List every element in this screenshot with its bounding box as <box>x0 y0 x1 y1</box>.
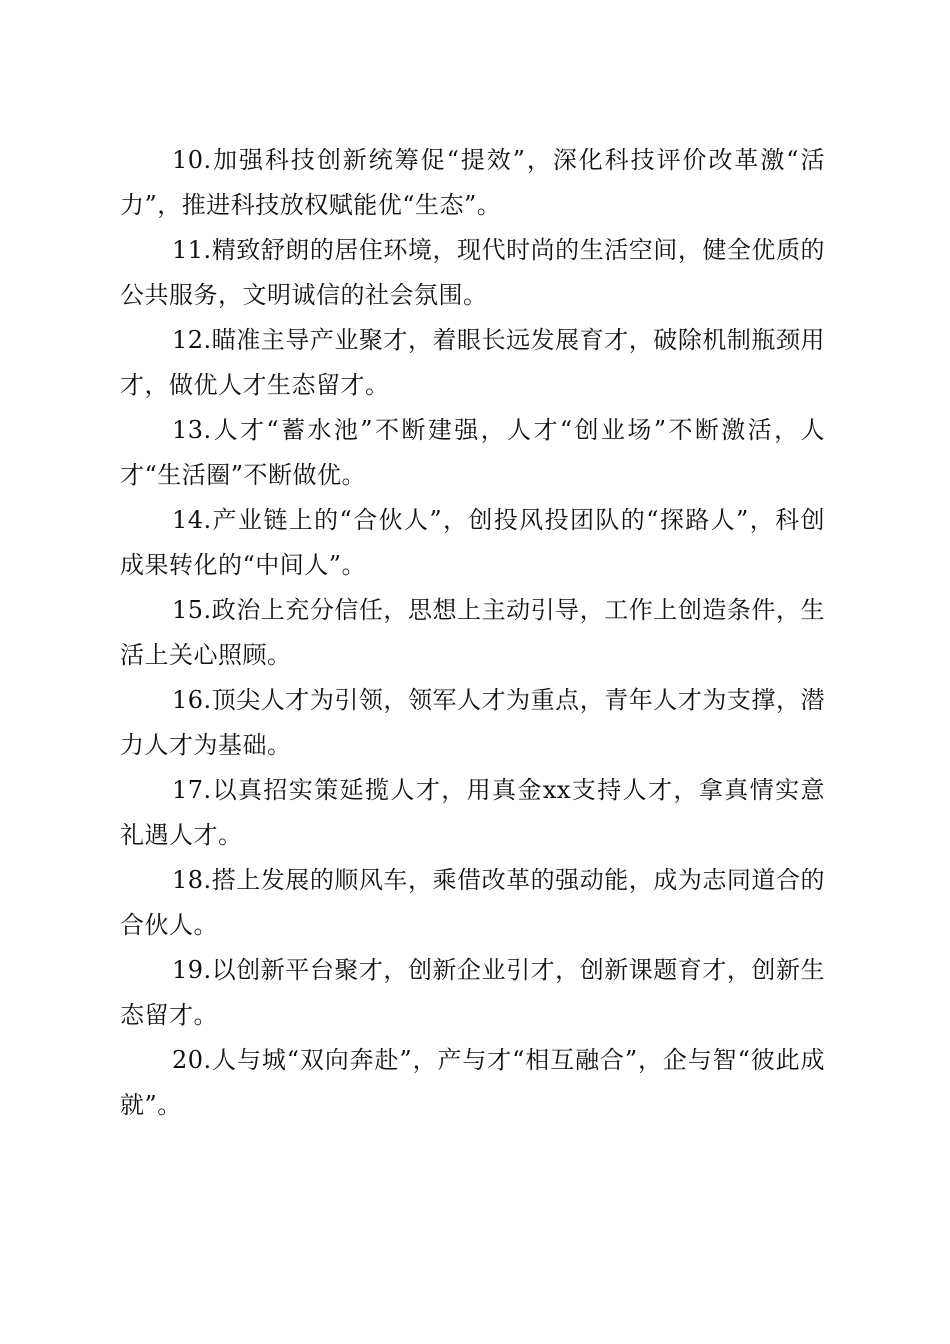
paragraph-13: 13.人才“蓄水池”不断建强，人才“创业场”不断激活，人才“生活圈”不断做优。 <box>120 416 825 489</box>
paragraph-12: 12.瞄准主导产业聚才，着眼长远发展育才，破除机制瓶颈用才，做优人才生态留才。 <box>120 326 825 399</box>
paragraph-16: 16.顶尖人才为引领，领军人才为重点，青年人才为支撑，潜力人才为基础。 <box>120 686 825 759</box>
paragraph-10: 10.加强科技创新统筹促“提效”，深化科技评价改革激“活力”，推进科技放权赋能优“生态”。 <box>120 146 825 219</box>
paragraph-11: 11.精致舒朗的居住环境，现代时尚的生活空间，健全优质的公共服务，文明诚信的社会氛围。 <box>120 236 825 309</box>
paragraph-15: 15.政治上充分信任，思想上主动引导，工作上创造条件，生活上关心照顾。 <box>120 596 825 669</box>
paragraph-19: 19.以创新平台聚才，创新企业引才，创新课题育才，创新生态留才。 <box>120 956 825 1029</box>
paragraph-20: 20.人与城“双向奔赴”，产与才“相互融合”，企与智“彼此成就”。 <box>120 1046 825 1119</box>
paragraph-17: 17.以真招实策延揽人才，用真金xx支持人才，拿真情实意礼遇人才。 <box>120 776 825 849</box>
document-body <box>120 138 825 1128</box>
paragraph-14: 14.产业链上的“合伙人”，创投风投团队的“探路人”，科创成果转化的“中间人”。 <box>120 506 825 579</box>
paragraph-18: 18.搭上发展的顺风车，乘借改革的强动能，成为志同道合的合伙人。 <box>120 866 825 939</box>
